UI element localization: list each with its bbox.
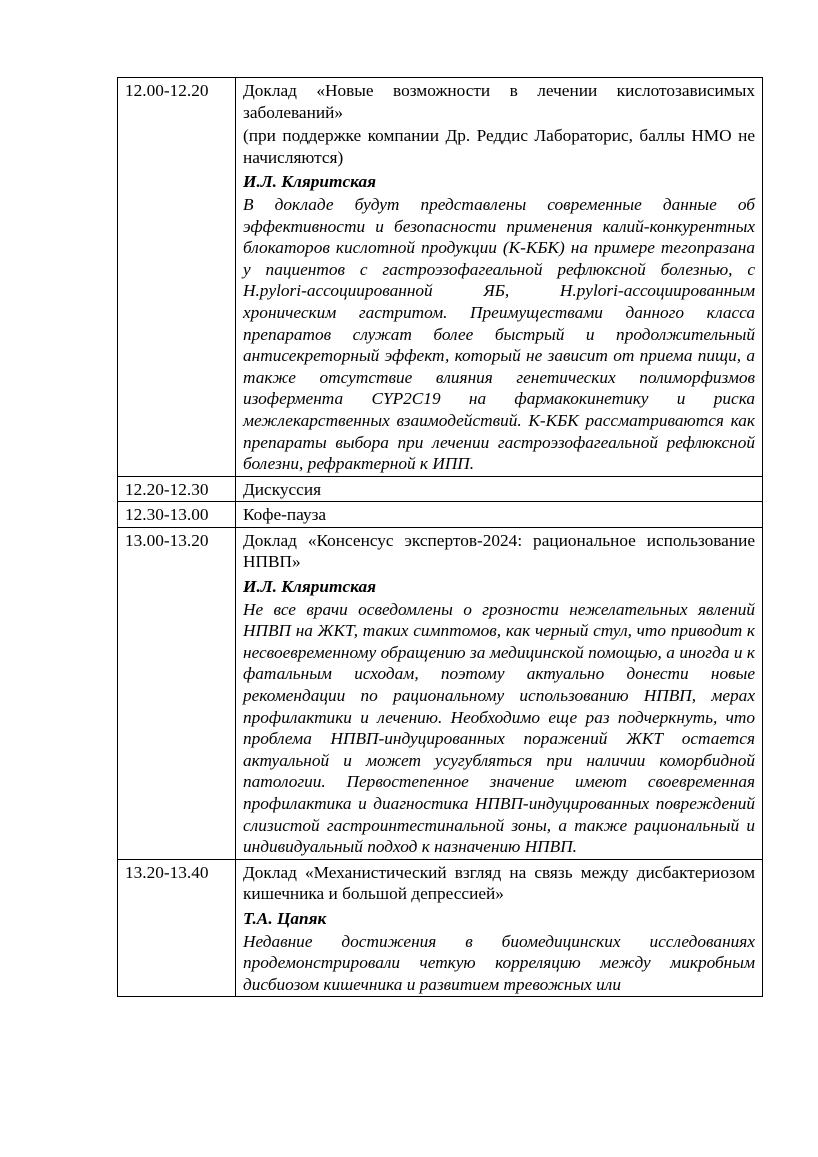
session-cell xyxy=(236,78,763,477)
program-row xyxy=(118,78,763,477)
time-cell: 13.00-13.20 xyxy=(118,527,236,859)
session-abstract: Не все врачи осведомлены о грозности нежелательных явлений НПВП на ЖКТ, таких симптомов, как черный стул, что приводит к несвоевременному обращению за медицинской помощью, а иногда и к фатальным исходам, поэтому актуально донести новые рекомендации по рациональному использованию НПВП, мерах профилактики и лечению. Необходимо еще раз подчеркнуть, что проблема НПВП-индуцированных поражений ЖКТ остается актуальной и может усугубляться при наличии коморбидной патологии. Первостепенное значение имеют своевременная профилактика и диагностика НПВП-индуцированных повреждений слизистой гастроинтестинальной зоны, а также рациональный и индивидуальный подход к назначению НПВП. xyxy=(243,599,755,857)
session-note: (при поддержке компании Др. Реддис Лабораторис, баллы НМО не начисляются) xyxy=(243,126,755,167)
time-cell: 13.20-13.40 xyxy=(118,859,236,997)
session-speaker: И.Л. Кляритская xyxy=(243,172,376,192)
session-title: Доклад «Механистический взгляд на связь между дисбактериозом кишечника и большой депрессией» xyxy=(243,862,755,904)
time-cell: 12.30-13.00 xyxy=(118,502,236,528)
session-title: Дискуссия xyxy=(243,479,322,499)
program-row xyxy=(118,502,763,528)
session-title: Доклад «Новые возможности в лечении кислотозависимых заболеваний» xyxy=(243,81,755,122)
session-speaker: И.Л. Кляритская xyxy=(243,577,376,597)
program-row xyxy=(118,527,763,859)
session-cell xyxy=(236,859,763,997)
program-row xyxy=(118,859,763,997)
session-cell xyxy=(236,527,763,859)
session-abstract: В докладе будут представлены современные данные об эффективности и безопасности применения калий-конкурентных блокаторов кислотной продукции (К-КБК) на примере тегопразана у пациентов с гастроэзофагеальной рефлюксной болезнью, с H.pylori-ассоциированной ЯБ, H.pylori-ассоциированным хроническим гастритом. Преимуществами данного класса препаратов служат более быстрый и продолжительный антисекреторный эффект, который не зависит от приема пищи, а также отсутствие влияния генетических полиморфизмов изофермента CYP2C19 на фармакокинетику и риска межлекарственных взаимодействий. К-КБК рассматриваются как препараты выбора при лечении гастроэзофагеальной рефлюксной болезни, рефрактерной к ИПП. xyxy=(243,194,755,474)
time-cell: 12.20-12.30 xyxy=(118,476,236,502)
session-title: Доклад «Консенсус экспертов-2024: рациональное использование НПВП» xyxy=(243,530,755,572)
session-abstract: Недавние достижения в биомедицинских исследованиях продемонстрировали четкую корреляцию между микробным дисбиозом кишечника и развитием тревожных или xyxy=(243,931,755,994)
session-speaker: Т.А. Цапяк xyxy=(243,908,327,928)
session-cell xyxy=(236,476,763,502)
session-cell xyxy=(236,502,763,528)
program-table xyxy=(117,77,763,997)
time-cell: 12.00-12.20 xyxy=(118,78,236,477)
program-row xyxy=(118,476,763,502)
session-title: Кофе-пауза xyxy=(243,505,327,525)
